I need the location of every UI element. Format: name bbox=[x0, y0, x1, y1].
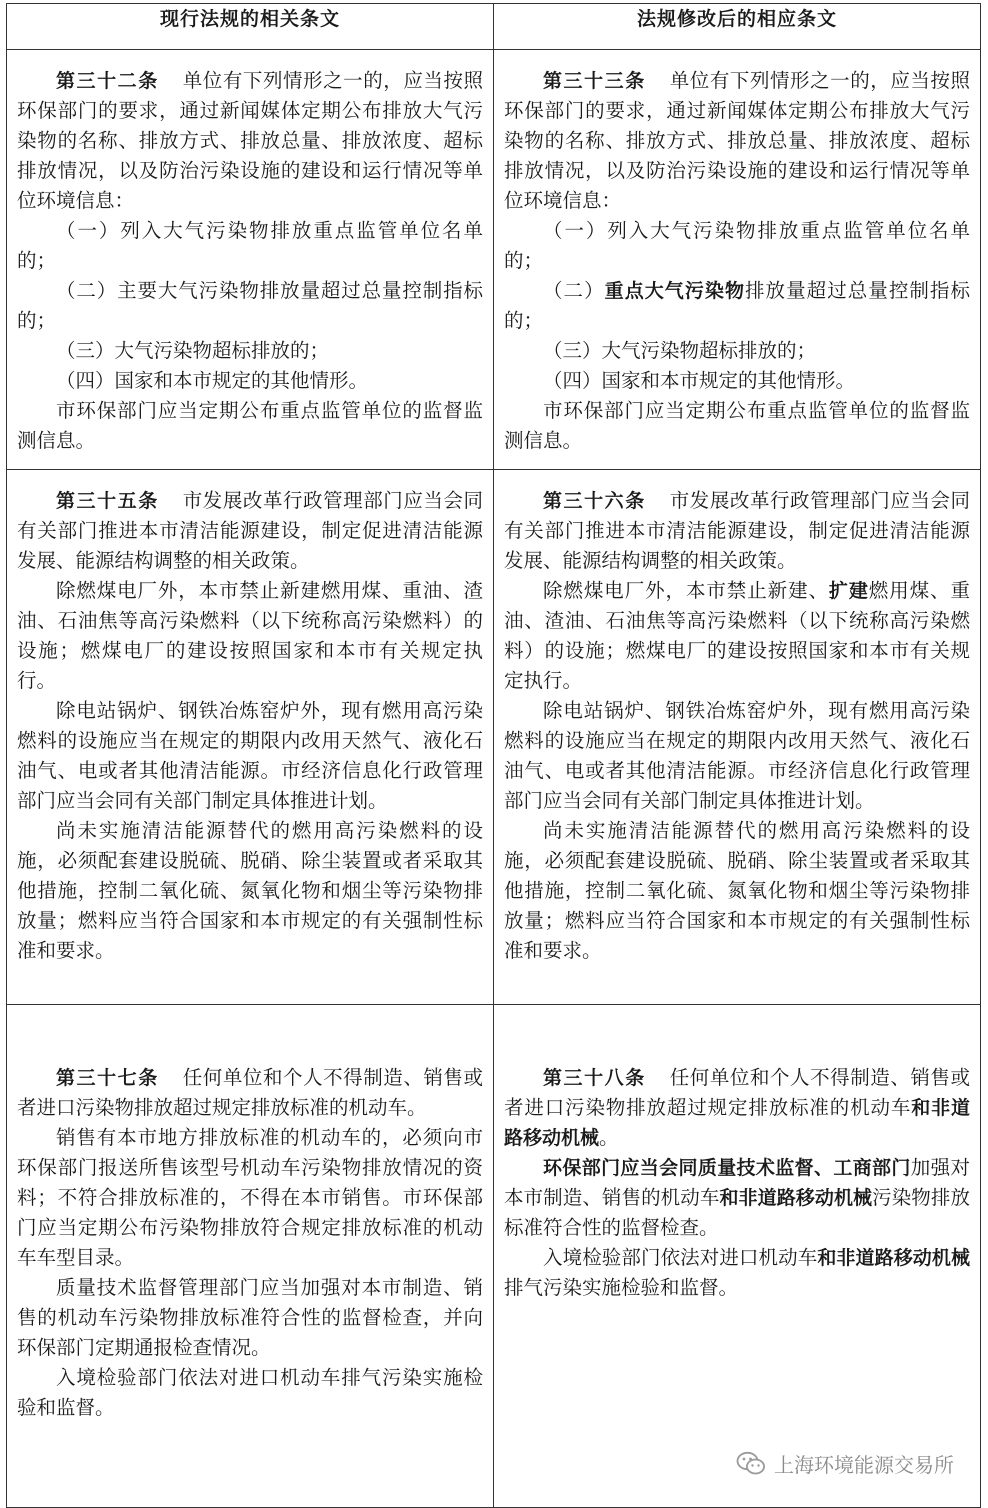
article-text: 入境检验部门依法对进口机动车排气污染实施检验和监督。 bbox=[17, 1366, 483, 1419]
article-text: 单位有下列情形之一的，应当按照环保部门的要求，通过新闻媒体定期公布排放大气污染物的名称、排放方式、排放总量、排放浓度、超标排放情况，以及防治污染设施的建设和运行情况等单位环境信息： bbox=[504, 69, 970, 212]
revised-highlight: 和非道路移动机械 bbox=[504, 1097, 970, 1149]
article-text: （一）列入大气污染物排放重点监管单位名单的； bbox=[504, 219, 970, 272]
current-article-37 bbox=[7, 1005, 494, 1508]
article-text: （一）列入大气污染物排放重点监管单位名单的； bbox=[17, 219, 483, 272]
revised-highlight: 和非道路移动机械 bbox=[719, 1187, 873, 1209]
article-text: 除燃煤电厂外，本市禁止新建燃用煤、重油、渣油、石油焦等高污染燃料（以下统称高污染燃料）的设施；燃煤电厂的建设按照国家和本市有关规定执行。 bbox=[17, 579, 483, 692]
article-text: 加强对本市制造、销售的机动车 bbox=[504, 1156, 970, 1209]
table-row bbox=[7, 50, 981, 470]
article-text: （二）主要大气污染物排放量超过总量控制指标的； bbox=[17, 279, 483, 332]
article-text: （三）大气污染物超标排放的； bbox=[543, 339, 817, 362]
article-number: 第三十二条 bbox=[56, 70, 159, 92]
header-current-law: 现行法规的相关条文 bbox=[7, 4, 494, 50]
article-text: 污染物排放标准符合性的监督检查。 bbox=[504, 1186, 970, 1239]
article-number: 第三十五条 bbox=[56, 490, 159, 512]
article-text: 除电站锅炉、钢铁冶炼窑炉外，现有燃用高污染燃料的设施应当在规定的期限内改用天然气、液化石油气、电或者其他清洁能源。市经济信息化行政管理部门应当会同有关部门制定具体推进计划。 bbox=[17, 699, 483, 812]
article-text: 市发展改革行政管理部门应当会同有关部门推进本市清洁能源建设，制定促进清洁能源发展、能源结构调整的相关政策。 bbox=[17, 489, 483, 572]
article-text: （二） bbox=[543, 279, 605, 302]
table-row bbox=[7, 470, 981, 1005]
article-text: （三）大气污染物超标排放的； bbox=[56, 339, 330, 362]
article-text: 市环保部门应当定期公布重点监管单位的监督监测信息。 bbox=[504, 399, 970, 452]
article-text: 除燃煤电厂外，本市禁止新建、 bbox=[543, 579, 829, 602]
revised-highlight: 环保部门应当会同质量技术监督、工商部门 bbox=[543, 1157, 911, 1179]
article-text: 排放量超过总量控制指标的； bbox=[504, 279, 970, 332]
revised-article-38 bbox=[494, 1005, 981, 1508]
current-article-32 bbox=[7, 50, 494, 470]
revised-highlight: 重点大气污染物 bbox=[604, 280, 745, 302]
header-revised-law: 法规修改后的相应条文 bbox=[494, 4, 981, 50]
article-text: 销售有本市地方排放标准的机动车的，必须向市环保部门报送所售该型号机动车污染物排放情况的资料；不符合排放标准的，不得在本市销售。市环保部门应当定期公布污染物排放符合规定排放标准的机动车车型目录。 bbox=[17, 1126, 483, 1269]
article-number: 第三十七条 bbox=[56, 1067, 159, 1089]
wechat-icon bbox=[736, 1451, 766, 1477]
article-text: （四）国家和本市规定的其他情形。 bbox=[56, 369, 369, 392]
article-text: 。 bbox=[599, 1126, 619, 1149]
article-number: 第三十八条 bbox=[543, 1067, 646, 1089]
article-text: （四）国家和本市规定的其他情形。 bbox=[543, 369, 856, 392]
table-row bbox=[7, 1005, 981, 1508]
article-text: 单位有下列情形之一的，应当按照环保部门的要求，通过新闻媒体定期公布排放大气污染物的名称、排放方式、排放总量、排放浓度、超标排放情况，以及防治污染设施的建设和运行情况等单位环境信息： bbox=[17, 69, 483, 212]
revised-article-33 bbox=[494, 50, 981, 470]
revised-highlight: 和非道路移动机械 bbox=[817, 1247, 970, 1269]
article-text: 市发展改革行政管理部门应当会同有关部门推进本市清洁能源建设，制定促进清洁能源发展、能源结构调整的相关政策。 bbox=[504, 489, 970, 572]
article-text: 除电站锅炉、钢铁冶炼窑炉外，现有燃用高污染燃料的设施应当在规定的期限内改用天然气、液化石油气、电或者其他清洁能源。市经济信息化行政管理部门应当会同有关部门制定具体推进计划。 bbox=[504, 699, 970, 812]
article-number: 第三十三条 bbox=[543, 70, 646, 92]
watermark bbox=[736, 1449, 954, 1478]
article-text: 任何单位和个人不得制造、销售或者进口污染物排放超过规定排放标准的机动车。 bbox=[17, 1066, 483, 1119]
revised-highlight: 扩建 bbox=[828, 580, 869, 602]
article-text: 燃用煤、重油、渣油、石油焦等高污染燃料（以下统称高污染燃料）的设施；燃煤电厂的建设按照国家和本市有关规定执行。 bbox=[504, 579, 970, 692]
comparison-table bbox=[6, 3, 981, 1508]
article-text: 市环保部门应当定期公布重点监管单位的监督监测信息。 bbox=[17, 399, 483, 452]
article-number: 第三十六条 bbox=[543, 490, 646, 512]
watermark-text: 上海环境能源交易所 bbox=[774, 1453, 954, 1477]
revised-article-36 bbox=[494, 470, 981, 1005]
article-text: 排气污染实施检验和监督。 bbox=[504, 1276, 739, 1299]
article-text: 任何单位和个人不得制造、销售或者进口污染物排放超过规定排放标准的机动车 bbox=[504, 1066, 970, 1119]
article-text: 质量技术监督管理部门应当加强对本市制造、销售的机动车污染物排放标准符合性的监督检查，并向环保部门定期通报检查情况。 bbox=[17, 1276, 483, 1359]
article-text: 尚未实施清洁能源替代的燃用高污染燃料的设施，必须配套建设脱硫、脱硝、除尘装置或者采取其他措施，控制二氧化硫、氮氧化物和烟尘等污染物排放量；燃料应当符合国家和本市规定的有关强制性标准和要求。 bbox=[17, 819, 483, 962]
article-text: 入境检验部门依法对进口机动车 bbox=[543, 1246, 818, 1269]
article-text: 尚未实施清洁能源替代的燃用高污染燃料的设施，必须配套建设脱硫、脱硝、除尘装置或者采取其他措施，控制二氧化硫、氮氧化物和烟尘等污染物排放量；燃料应当符合国家和本市规定的有关强制性标准和要求。 bbox=[504, 819, 970, 962]
current-article-35 bbox=[7, 470, 494, 1005]
